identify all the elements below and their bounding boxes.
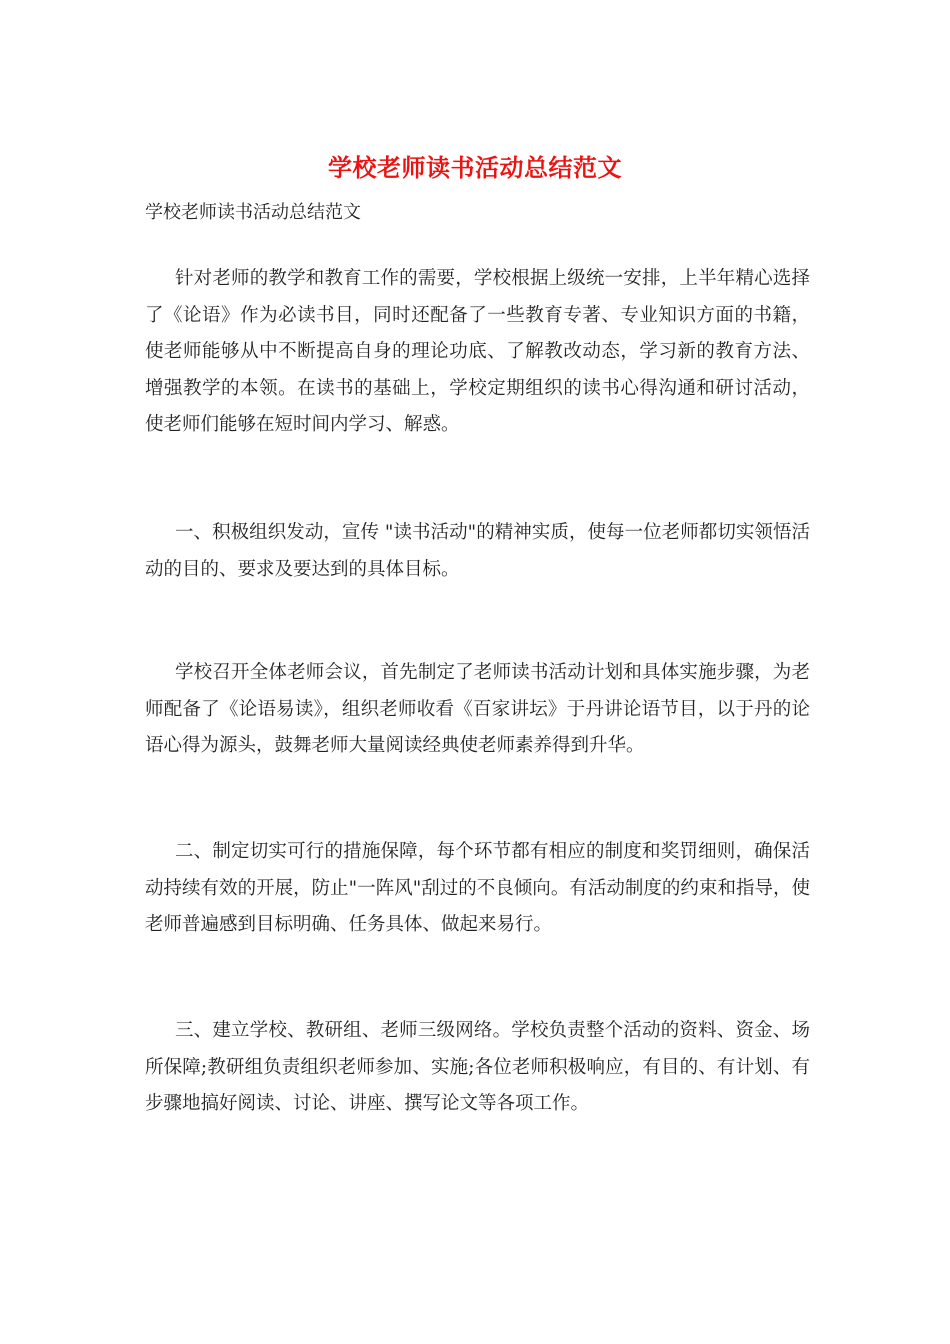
- paragraph-section-one: 一、积极组织发动，宣传 "读书活动"的精神实质，使每一位老师都切实领悟活动的目的、要求及要达到的具体目标。: [145, 522, 810, 580]
- paragraph-section-three: 三、建立学校、教研组、老师三级网络。学校负责整个活动的资料、资金、场所保障;教研组负责组织老师参加、实施;各位老师积极响应，有目的、有计划、有步骤地搞好阅读、讨论、讲座、撰写论文等各项工作。: [145, 1020, 810, 1114]
- paragraph-section-one-detail: 学校召开全体老师会议，首先制定了老师读书活动计划和具体实施步骤，为老师配备了《论语易读》，组织老师收看《百家讲坛》于丹讲论语节目，以于丹的论语心得为源头，鼓舞老师大量阅读经典使老师素养得到升华。: [145, 662, 810, 756]
- paragraph-intro: 针对老师的教学和教育工作的需要，学校根据上级统一安排，上半年精心选择了《论语》作为必读书目，同时还配备了一些教育专著、专业知识方面的书籍，使老师能够从中不断提高自身的理论功底、了解教改动态，学习新的教育方法、增强教学的本领。在读书的基础上，学校定期组织的读书心得沟通和研讨活动，使老师们能够在短时间内学习、解惑。: [145, 268, 810, 435]
- paragraph-section-two: 二、制定切实可行的措施保障，每个环节都有相应的制度和奖罚细则，确保活动持续有效的开展，防止"一阵风"刮过的不良倾向。有活动制度的约束和指导，使老师普遍感到目标明确、任务具体、做起来易行。: [145, 841, 810, 935]
- document-title: 学校老师读书活动总结范文: [328, 153, 622, 182]
- document-subtitle: 学校老师读书活动总结范文: [145, 202, 361, 223]
